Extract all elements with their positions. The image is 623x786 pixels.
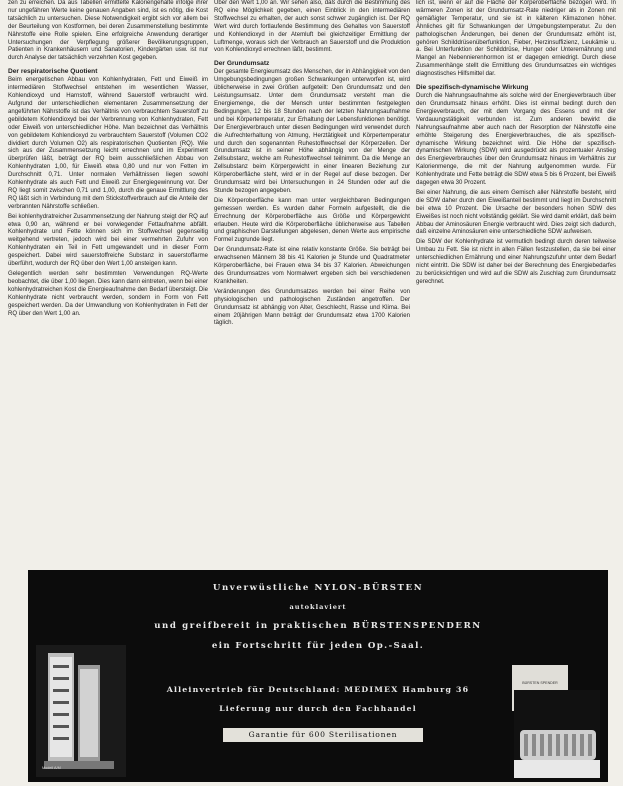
paragraph: zen zu erreichen. Da aus Tabellen ermittelte Kaloriengehalte infolge ihrer nur ungefähren Werte keine genauen Angaben sind, ist es nötig, die Kost tatsächlich zu untersuchen. Diese Notwendigkeit ergibt sich vor allem bei der Beurteilung von Kostformen, bei deren Zusammenstellung bestimmte Nährstoffe eine Rolle spielen. Eine erfolgreiche Anwendung derartiger Untersuchungen der Verpflegung größerer Bevölkerungsgruppen, Patienten in Krankenhäusern und Sanatorien, Kindergärten usw. ist nur durch Analyse der tatsächlich verzehrten Kost gegeben. (8, 0, 208, 62)
ad-subline: autoklaviert (289, 603, 347, 611)
text-column-1 (8, 0, 208, 548)
ad-distributor: Alleinvertrieb für Deutschland: MEDIMEX Hamburg 36 (166, 685, 470, 694)
section-heading: Der Grundumsatz (214, 60, 270, 68)
paragraph: Der gesamte Energieumsatz des Menschen, der in Abhängigkeit von den Umgebungsbedingungen großen Schwankungen unterworfen ist, wird üblicherweise in zwei Größen aufgeteilt: Den Grundumsatz und den Leistungsumsatz. Unter dem Grundumsatz versteht man die Energiemenge, die der Mensch unter bestimmten festgelegten Bedingungen, 12 bis 18 Stunden nach der letzten Nahrungsaufnahme und bei Körpertemperatur, zur Erhaltung der Lebensfunktionen benötigt. Der Energieverbrauch unter diesen Bedingungen wird verwendet durch die Aufrechterhaltung von Atmung, Herztätigkeit und Körpertemperatur und durch den sogenannten Ruhestoffwechsel der Körperzellen. Der Grundumsatz ist in seiner Höhe abhängig von der Menge der Zellsubstanz, welche am Ruhestoffwechsel teilnimmt. Da die Menge an Zellsubstanz beim Körpergewicht in einer linearen Beziehung zur Körperoberfläche steht, wird er in der Regel auf diese bezogen. Der Grundumsatz wird bei Untersuchungen in 24 Stunden oder auf die Stunde bezogen angegeben. (214, 69, 410, 194)
paragraph: Beim energetischen Abbau von Kohlenhydraten, Fett und Eiweiß im intermediären Stoffwechsel entstehen im wesentlichen Wasser, Kohlendioxyd und Harnstoff, während Sauerstoff verbraucht wird. Aufgrund der unterschiedlichen elementaren Zusammensetzung der angeführten Nährstoffe ist das Verhältnis von verbrauchtem Sauerstoff zu gebildetem Kohlendioxyd bei der Verbrennung von Kohlenhydraten, Fett oder Eiweiß von unterschiedlicher Höhe. Man bezeichnet das Verhältnis von gebildetem Kohlendioxyd zu verbrauchtem Sauerstoff (Volumen CO2 dividiert durch Volumen O2) als respiratorischen Quotienten (RQ). Wie sich aus der Zusammensetzung leicht errechnen und im Experiment überprüfen läßt, beträgt der RQ beim ausschließlichen Abbau von Kohlenhydraten 1,00, für Eiweiß etwa 0,80 und nur von Fetten im Durchschnitt 0,71. Unter normalen Verhältnissen liegen sowohl Kohlenhydrate als auch Fett und Eiweiß zur Energiegewinnung vor. Der RQ liegt somit zwischen 0,71 und 1,00, durch die genaue Ermittlung des RQ läßt sich in Verbindung mit dem Stickstoffverbrauch auf die Anteile der verbrannten Nährstoffe schließen. (8, 77, 208, 210)
section-heading: Die spezifisch-dynamische Wirkung (416, 84, 529, 92)
ad-tagline-2: ein Fortschritt für jeden Op.-Saal. (211, 641, 425, 651)
paragraph: Bei kohlenhydratreicher Zusammensetzung der Nahrung steigt der RQ auf etwa 0,90 an, während er bei vorwiegender Fettaufnahme abfällt. Kohlenhydrate und Fette können sich im Stoffwechsel gegenseitig weitgehend vertreten, jedoch wird bei einer vermehrten Zufuhr von Kohlenhydraten ein Teil in Fett umgewandelt und in dieser Form gespeichert. Dabei wird sauerstoffreiche Substanz in sauerstoffarme überführt, wodurch der RQ über den Wert 1,00 ansteigen kann. (8, 213, 208, 268)
ad-guarantee-banner: Garantie für 600 Sterilisationen (223, 728, 423, 742)
ad-headline: Unverwüstliche NYLON-BÜRSTEN (212, 583, 424, 593)
paragraph: Über den Wert 1,00 an. Wir sehen also, daß durch die Bestimmung des RQ eine Möglichkeit gegeben, einen Einblick in den intermediären Stoffwechsel zu erhalten, der auch sonst schwer zugänglich ist. Der RQ Wert wird durch fortlaufende Bestimmung des Gehaltes von Sauerstoff und Kohlendioxyd in der Atemluft bei gleichzeitiger Ermittlung der Luftmenge, woraus sich der Verbrauch an Sauerstoff und die Produktion von Kohlendioxyd errechnen läßt, bestimmt. (214, 0, 410, 54)
box-label: BÜRSTEN SPENDER (522, 681, 558, 685)
ad-delivery-note: Lieferung nur durch den Fachhandel (219, 704, 417, 713)
text-column-3 (416, 0, 616, 548)
paragraph: Der Grundumsatz-Rate ist eine relativ konstante Größe. Sie beträgt bei erwachsenen Männern 38 bis 41 Kalorien je Stunde und Quadratmeter Körperoberfläche, bei Frauen etwa 34 bis 37 Kalorien. Abweichungen des Grundumsatzes vom Normalwert ergeben sich bei verschiedenen Krankheiten. (214, 247, 410, 285)
paragraph: Veränderungen des Grundumsatzes werden bei einer Reihe von physiologischen und pathologischen Zuständen angetroffen. Der Grundumsatz ist abhängig von Alter, Geschlecht, Rasse und Klima. Bei einem 20jährigen Mann beträgt der Grundumsatz etwa 1700 Kalorien täglich. (214, 288, 410, 327)
paragraph: Bei einer Nahrung, die aus einem Gemisch aller Nährstoffe besteht, wird die SDW daher durch den Eiweißanteil bestimmt und liegt im Durchschnitt bei etwa 10 Prozent. Die Ursache der besonders hohen SDW des Eiweißes ist noch nicht vollständig geklärt. Sie wird damit erklärt, daß beim Abbau der Aminosäuren Energie verbraucht wird. Dies zeigt sich dadurch, daß einzelne Aminosäuren eine unterschiedliche SDW aufweisen. (416, 189, 616, 236)
ad-tagline: und greifbereit in praktischen BÜRSTENSPENDERN (154, 621, 482, 631)
paragraph: Gelegentlich werden sehr bestimmten Verwendungen RQ-Werte beobachtet, die über 1,00 liegen. Dies kann dann eintreten, wenn bei einer kohlenhydratreichen Kost die Energieaufnahme den Bedarf übersteigt. Die Kohlenhydrate nicht verbraucht werden, sondern in Form von Fett gespeichert werden. Da der Umwandlung von Kohlenhydraten in Fett der RQ über den Wert 1,00 an. (8, 271, 208, 317)
section-heading: Der respiratorische Quotient (8, 68, 98, 76)
text-column-2 (214, 0, 410, 548)
paragraph: Durch die Nahrungsaufnahme als solche wird der Energieverbrauch über den Grundumsatz hinaus erhöht. Dies ist einmal bedingt durch den Energieverbrauch, der mit dem Vorgang des Essens und mit der Verdauungstätigkeit verbunden ist. Zum anderen bewirkt die Nahrungsaufnahme aber auch nach der Resorption der Nährstoffe eine erhöhte Steigerung des Energieverbrauches, die als spezifisch-dynamische Wirkung bezeichnet wird. Die Höhe der spezifisch-dynamischen Wirkung (SDW) wird ausgedrückt als prozentualer Anstieg des Energieverbrauches über den Grundumsatz hinaus im Verhältnis zur Kalorienmenge, die mit der Nahrung aufgenommen wurde. Für Kohlenhydrate und Fette beträgt die SDW etwa 5 bis 6 Prozent, bei Eiweiß dagegen etwa 30 Prozent. (416, 93, 616, 187)
brush-photo (514, 690, 600, 778)
paragraph: lich ist, wenn er auf die Fläche der Körperoberfläche bezogen wird. In wärmeren Zonen ist der Grundumsatz-Rate niedriger als in Zonen mit gemäßigter Temperatur, und sie ist in kälteren Klimazonen höher. Ähnliches gilt für Schwankungen der Umgebungstemperatur. Zu den pathologischen Änderungen, bei denen der Grundumsatz erhöht ist, gehören Schilddrüsenüberfunktion, Fieber, Herzinsuffizienz, Leukämie u. a. Bei Unterfunktion der Schilddrüse, Hunger oder Unterernährung und Mangel an Nebennierenhormon ist er dagegen erniedrigt. Durch diese Zusammenhänge stellt die Ermittlung des Grundumsatzes ein wichtiges diagnostisches Hilfsmittel dar. (416, 0, 616, 78)
paragraph: Die Körperoberfläche kann man unter vergleichbaren Bedingungen gemessen werden. Es wurden daher Formeln aufgestellt, die die Errechnung der Körperoberfläche aus Größe und Körpergewicht erlauben. Heute wird die Körperoberfläche üblicherweise aus Tabellen und graphischen Darstellungen abgelesen, denen Werte aus empirische Formel zugrunde liegt. (214, 197, 410, 244)
advertisement (28, 570, 608, 782)
paragraph: Die SDW der Kohlenhydrate ist vermutlich bedingt durch deren teilweise Umbau zu Fett. Sie ist nicht in allen Fällen festzustellen, da sie bei einer unterschiedlichen Ernährung und einer Nahrungszufuhr unter dem Bedarf nicht eintritt. Die SDW ist daher bei der Berechnung des Energiebedarfes zu berücksichtigen und wird auf die SDW als Zuschlag zum Grundumsatz gerechnet. (416, 239, 616, 285)
brush-dispenser-photo (36, 645, 126, 777)
ad-caption: Modell A/M (42, 766, 61, 770)
